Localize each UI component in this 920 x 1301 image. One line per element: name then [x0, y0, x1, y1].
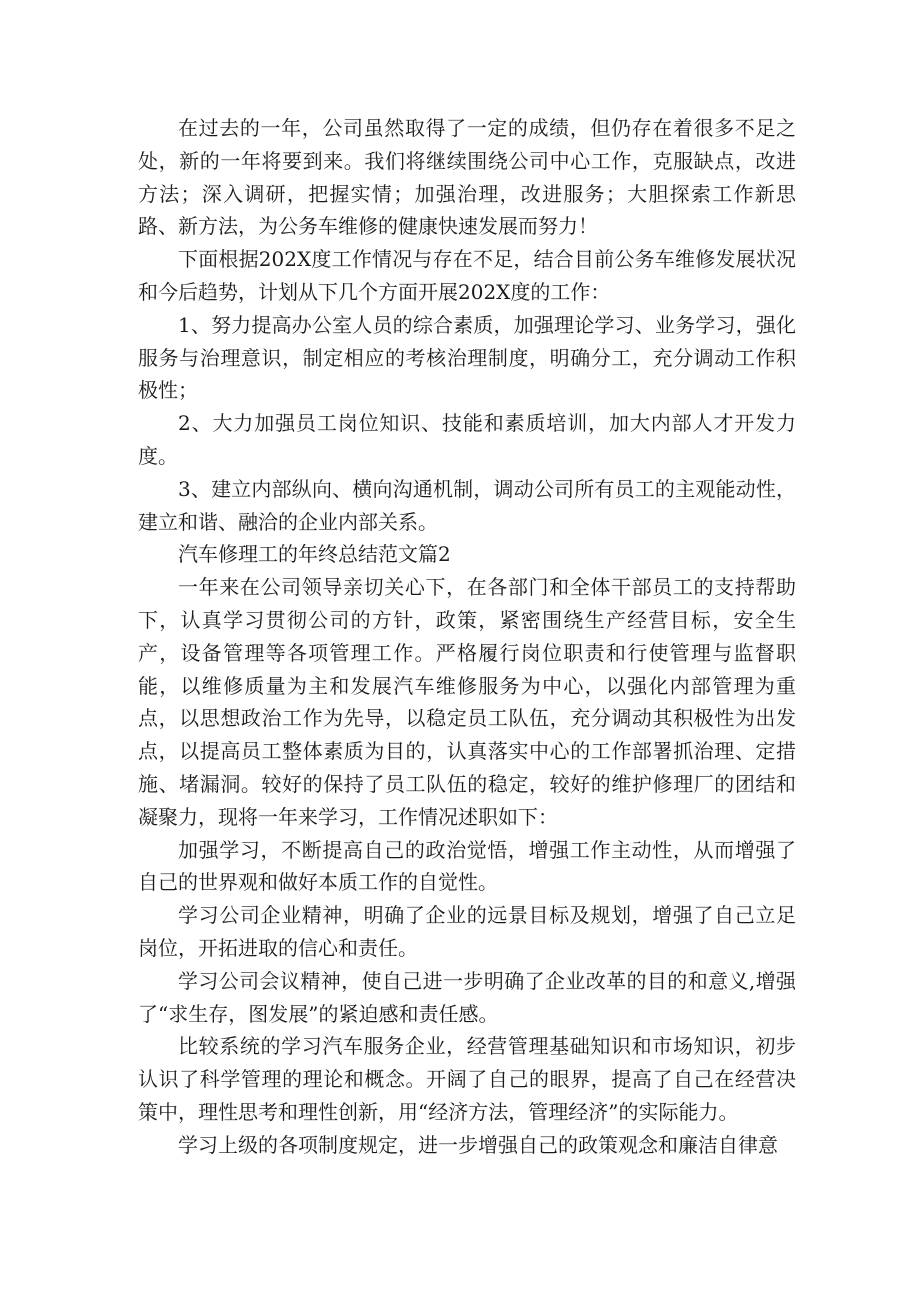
paragraph-8: 学习上级的各项制度规定，进一步增强自己的政策观念和廉洁自律意 [178, 1132, 778, 1157]
list-item-1: 1、努力提高办公室人员的综合素质，加强理论学习、业务学习，强化服务与治理意识，制定相应的考核治理制度，明确分工，充分调动工作积极性； [138, 312, 796, 403]
paragraph-2: 下面根据202X度工作情况与存在不足，结合目前公务车维修发展状况和今后趋势，计划从下几个方面开展202X度的工作： [138, 247, 796, 304]
paragraph-7: 比较系统的学习汽车服务企业，经营管理基础知识和市场知识，初步认识了科学管理的理论和概念。开阔了自己的眼界，提高了自己在经营决策中，理性思考和理性创新，用“经济方法，管理经济”的实际能力。 [138, 1034, 796, 1124]
paragraph-4: 加强学习，不断提高自己的政治觉悟，增强工作主动性，从而增强了自己的世界观和做好本质工作的自觉性。 [138, 837, 796, 895]
section-heading: 汽车修理工的年终总结范文篇2 [178, 542, 451, 567]
document-body [138, 112, 796, 1162]
paragraph-1: 在过去的一年，公司虽然取得了一定的成绩，但仍存在着很多不足之处，新的一年将要到来。我们将继续围绕公司中心工作，克服缺点，改进方法；深入调研，把握实情；加强治理，改进服务；大胆探索工作新思路、新方法，为公务车维修的健康快速发展而努力！ [138, 116, 796, 239]
paragraph-3: 一年来在公司领导亲切关心下，在各部门和全体干部员工的支持帮助下，认真学习贯彻公司的方针，政策，紧密围绕生产经营目标，安全生产，设备管理等各项管理工作。严格履行岗位职责和行使管理与监督职能，以维修质量为主和发展汽车维修服务为中心，以强化内部管理为重点，以思想政治工作为先导，以稳定员工队伍，充分调动其积极性为出发点，以提高员工整体素质为目的，认真落实中心的工作部署抓治理、定措施、堵漏洞。较好的保持了员工队伍的稳定，较好的维护修理厂的团结和凝聚力，现将一年来学习，工作情况述职如下： [138, 575, 796, 829]
list-item-3: 3、建立内部纵向、横向沟通机制，调动公司所有员工的主观能动性，建立和谐、融洽的企业内部关系。 [138, 476, 796, 534]
list-item-2: 2、大力加强员工岗位知识、技能和素质培训，加大内部人才开发力度。 [138, 411, 796, 468]
paragraph-6: 学习公司会议精神，使自己进一步明确了企业改革的目的和意义,增强了“求生存，图发展”的紧迫感和责任感。 [138, 968, 796, 1026]
paragraph-5: 学习公司企业精神，明确了企业的远景目标及规划，增强了自己立足岗位，开拓进取的信心和责任。 [138, 903, 796, 960]
